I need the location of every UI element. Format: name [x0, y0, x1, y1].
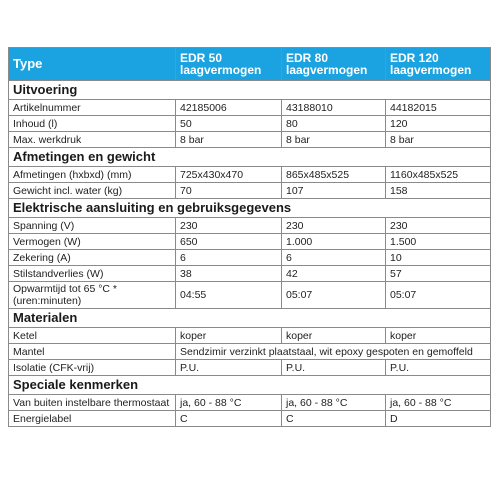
section-title: Elektrische aansluiting en gebruiksgegevens [9, 199, 491, 218]
row-label: Opwarmtijd tot 65 °C * (uren:minuten) [9, 282, 176, 309]
row-label: Artikelnummer [9, 100, 176, 116]
cell-value: 43188010 [282, 100, 386, 116]
cell-value: D [386, 411, 491, 427]
cell-value: 10 [386, 250, 491, 266]
cell-value: ja, 60 - 88 °C [282, 395, 386, 411]
table-row [9, 132, 491, 148]
cell-value: C [282, 411, 386, 427]
table-row [9, 266, 491, 282]
cell-value: koper [176, 328, 282, 344]
cell-value: 865x485x525 [282, 167, 386, 183]
cell-value: 230 [386, 218, 491, 234]
type-header: Type [9, 48, 176, 81]
section-title: Materialen [9, 309, 491, 328]
cell-value: 8 bar [176, 132, 282, 148]
row-label: Gewicht incl. water (kg) [9, 183, 176, 199]
cell-value: ja, 60 - 88 °C [176, 395, 282, 411]
row-label: Isolatie (CFK-vrij) [9, 360, 176, 376]
table-row [9, 344, 491, 360]
section-row [9, 199, 491, 218]
cell-value: C [176, 411, 282, 427]
table-row [9, 234, 491, 250]
cell-value: P.U. [282, 360, 386, 376]
cell-value: 725x430x470 [176, 167, 282, 183]
cell-value: 230 [282, 218, 386, 234]
cell-value: 1160x485x525 [386, 167, 491, 183]
section-title: Afmetingen en gewicht [9, 148, 491, 167]
row-label: Mantel [9, 344, 176, 360]
row-label: Spanning (V) [9, 218, 176, 234]
cell-value: koper [386, 328, 491, 344]
cell-value: 107 [282, 183, 386, 199]
cell-value: 50 [176, 116, 282, 132]
row-label: Energielabel [9, 411, 176, 427]
row-label: Afmetingen (hxbxd) (mm) [9, 167, 176, 183]
cell-value-spanned: Sendzimir verzinkt plaatstaal, wit epoxy gespoten en gemoffeld [176, 344, 491, 360]
row-label: Ketel [9, 328, 176, 344]
table-row [9, 395, 491, 411]
cell-value: 6 [176, 250, 282, 266]
model-header-edr50: EDR 50 laagvermogen [176, 48, 282, 81]
row-label: Zekering (A) [9, 250, 176, 266]
cell-value: 8 bar [386, 132, 491, 148]
cell-value: 70 [176, 183, 282, 199]
cell-value: 44182015 [386, 100, 491, 116]
cell-value: 57 [386, 266, 491, 282]
cell-value: 80 [282, 116, 386, 132]
table-row [9, 328, 491, 344]
section-title: Uitvoering [9, 81, 491, 100]
table-row [9, 100, 491, 116]
cell-value: P.U. [176, 360, 282, 376]
cell-value: 1.500 [386, 234, 491, 250]
cell-value: 8 bar [282, 132, 386, 148]
cell-value: 158 [386, 183, 491, 199]
table-row [9, 360, 491, 376]
cell-value: 120 [386, 116, 491, 132]
spec-table [8, 47, 491, 427]
section-title: Speciale kenmerken [9, 376, 491, 395]
cell-value: 05:07 [386, 282, 491, 309]
cell-value: 1.000 [282, 234, 386, 250]
section-row [9, 81, 491, 100]
spec-table-container [8, 47, 490, 427]
row-label: Van buiten instelbare thermostaat [9, 395, 176, 411]
row-label: Stilstandverlies (W) [9, 266, 176, 282]
row-label: Vermogen (W) [9, 234, 176, 250]
cell-value: 650 [176, 234, 282, 250]
cell-value: ja, 60 - 88 °C [386, 395, 491, 411]
table-row [9, 411, 491, 427]
cell-value: koper [282, 328, 386, 344]
cell-value: 230 [176, 218, 282, 234]
table-row [9, 218, 491, 234]
cell-value: 6 [282, 250, 386, 266]
cell-value: P.U. [386, 360, 491, 376]
table-row [9, 167, 491, 183]
table-header-row [9, 48, 491, 81]
table-row [9, 183, 491, 199]
section-row [9, 148, 491, 167]
cell-value: 38 [176, 266, 282, 282]
table-row [9, 282, 491, 309]
model-header-edr120: EDR 120 laagvermogen [386, 48, 491, 81]
row-label: Max. werkdruk [9, 132, 176, 148]
row-label: Inhoud (l) [9, 116, 176, 132]
section-row [9, 309, 491, 328]
section-row [9, 376, 491, 395]
model-header-edr80: EDR 80 laagvermogen [282, 48, 386, 81]
cell-value: 42185006 [176, 100, 282, 116]
cell-value: 42 [282, 266, 386, 282]
table-row [9, 250, 491, 266]
cell-value: 04:55 [176, 282, 282, 309]
cell-value: 05:07 [282, 282, 386, 309]
table-row [9, 116, 491, 132]
